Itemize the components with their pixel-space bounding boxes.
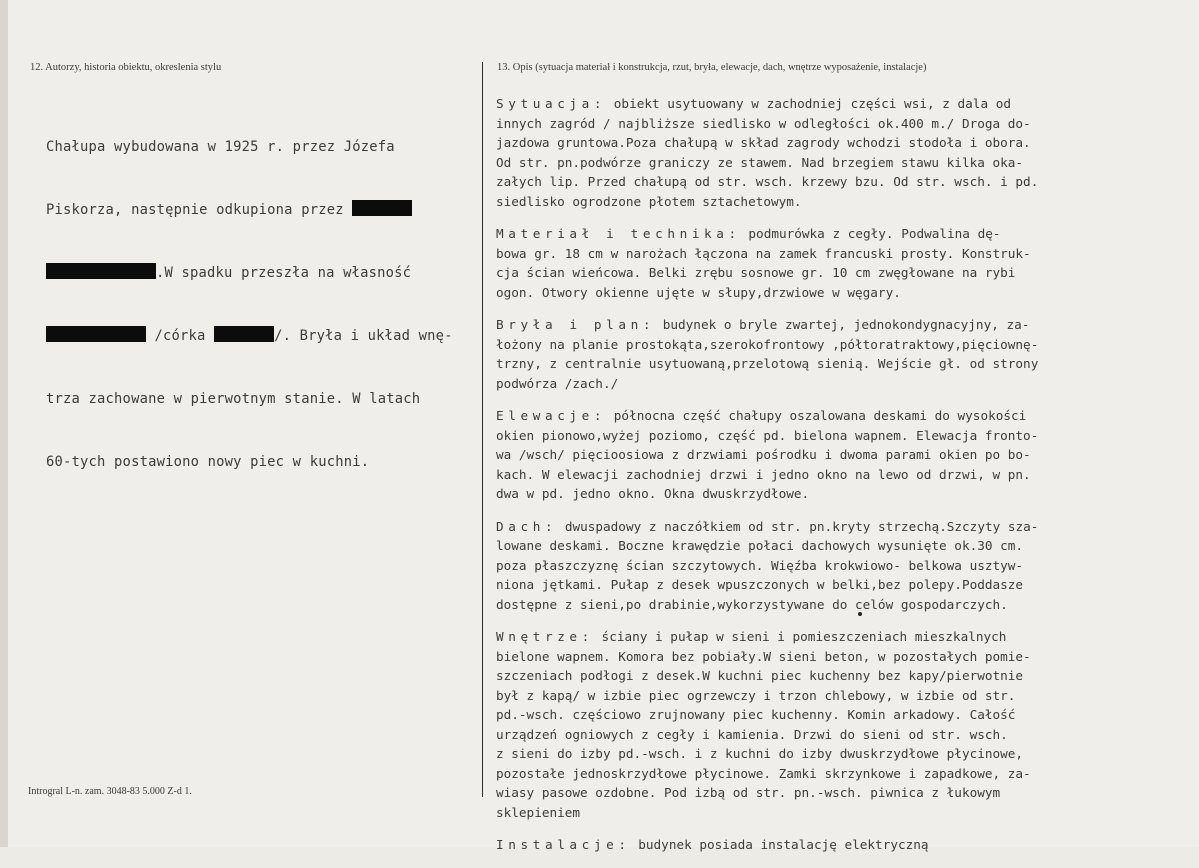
description-line-text: lowane deskami. Boczne krawędzie połaci dachowych wysunięte ok.30 cm. <box>496 538 1024 553</box>
redaction-block <box>46 263 156 279</box>
description-line <box>496 517 1038 537</box>
description-line <box>496 283 1038 303</box>
description-line <box>496 172 1038 192</box>
left-column-header: 12. Autorzy, historia obiektu, okreslenia stylu <box>30 62 222 73</box>
description-line-text: kach. W elewacji zachodniej drzwi i jedno okno na lewo od drzwi, w pn. <box>496 466 1031 482</box>
description-line-text: poza płaszczyznę ścian szczytowych. Więźba krokwiowo- belkowa usztyw- <box>496 557 1024 573</box>
description-line <box>496 315 1038 335</box>
description-line-text: pd.-wsch. częściowo zrujnowany piec kuchenny. Komin arkadowy. Całość <box>496 707 1016 722</box>
description-line <box>496 406 1038 426</box>
description-line-text: podmurówka z cegły. Podwalina dę- <box>740 226 1001 241</box>
description-line <box>496 445 1038 465</box>
description-line <box>496 374 1038 394</box>
ink-dot <box>858 612 862 616</box>
description-line-text: Od str. pn.podwórze graniczy ze stawem. Nad brzegiem stawu kilka oka- <box>496 154 1024 170</box>
description-line-text: północna część chałupy oszalowana deskami do wysokości <box>606 408 1027 423</box>
description-line <box>496 465 1038 485</box>
description-line-text: szczeniach podłogi z desek.W kuchni piec kuchenny bez kapy/pierwotnie <box>496 668 1024 683</box>
history-line-text: /córka <box>146 328 215 344</box>
description-line <box>496 263 1038 283</box>
history-line: 60-tych postawiono nowy piec w kuchni. <box>46 454 370 470</box>
description-line-text: ogon. Otwory okienne ujęte w słupy,drzwiowe w węgary. <box>496 284 901 300</box>
description-line <box>496 686 1038 706</box>
history-line <box>46 263 453 284</box>
description-line <box>496 764 1038 784</box>
section-heading: Sytuacja: <box>496 96 607 111</box>
description-line <box>496 354 1038 374</box>
description-line-text: niona jętkami. Pułap z desek wpuszczonych w belki,bez polepy.Poddasze <box>496 577 1024 592</box>
description-line <box>496 153 1038 173</box>
description-line-text: dostępne z sieni,po drabinie,wykorzystywane do celów gospodarczych. <box>496 596 1008 612</box>
description-section <box>496 835 1038 855</box>
description-line-text: dwuspadowy z naczółkiem od str. pn.kryty strzechą.Szczyty sza- <box>557 518 1039 534</box>
description-line-text: pozostałe jednoskrzydłowe płycinowe. Zamki skrzynkowe i zapadkowe, za- <box>496 765 1031 781</box>
description-line-text: podwórza /zach./ <box>496 375 619 391</box>
description-line <box>496 114 1038 134</box>
section-heading: Materiał i technika: <box>496 226 741 241</box>
description-section <box>496 224 1038 302</box>
print-footer: Introgral L-n. zam. 3048-83 5.000 Z-d 1. <box>28 786 192 797</box>
description-section <box>496 517 1038 615</box>
description-line-text: cja ścian wieńcowa. Belki zrębu sosnowe gr. 10 cm zwęgłowane na rybi <box>496 265 1016 280</box>
description-line-text: okien pionowo,wyżej poziomo, część pd. bielona wapnem. Elewacja fronto- <box>496 427 1039 443</box>
history-line-text: /. Bryła i układ wnę- <box>274 328 453 344</box>
description-line-text: budynek o bryle zwartej, jednokondygnacyjny, za- <box>655 317 1030 332</box>
description-line-text: był z kapą/ w izbie piec ogrzewczy i trzon chlebowy, w izbie od str. <box>496 687 1016 703</box>
history-line-text: Piskorza, następnie odkupiona przez <box>46 202 353 218</box>
description-line <box>496 744 1038 764</box>
redaction-block <box>214 326 274 342</box>
description-line <box>496 192 1038 212</box>
description-line <box>496 783 1038 803</box>
description-line <box>496 536 1038 556</box>
description-section <box>496 406 1038 504</box>
history-line-text: .W spadku przeszła na własność <box>156 265 412 281</box>
description-line <box>496 224 1038 244</box>
description-line <box>496 666 1038 686</box>
description-line <box>496 575 1038 595</box>
description-line-text: wiasy pasowe ozdobne. Pod izbą od str. pn.-wsch. piwnica z łukowym <box>496 785 1001 800</box>
description-line-text: innych zagród / najbliższe siedlisko w odległości ok.400 m./ Droga do- <box>496 115 1031 131</box>
description-text <box>496 94 1038 868</box>
description-line <box>496 133 1038 153</box>
description-line-text: wa /wsch/ pięcioosiowa z drzwiami pośrodku i dwoma parami okien po bo- <box>496 447 1031 462</box>
description-line-text: urządzeń ogniowych z cegły i kamienia. Drzwi do sieni od str. wsch. <box>496 726 1008 742</box>
description-line <box>496 725 1038 745</box>
description-line-text: trzny, z centralnie usytuowaną,przelotową sienią. Wejście gł. od strony <box>496 356 1039 371</box>
description-line-text: bielone wapnem. Komora bez pobiały.W sieni beton, w pozostałych pomie- <box>496 648 1031 664</box>
description-line <box>496 556 1038 576</box>
description-line <box>496 426 1038 446</box>
description-section <box>496 94 1038 211</box>
description-line-text: obiekt usytuowany w zachodniej części wsi, z dala od <box>606 96 1011 111</box>
description-section <box>496 627 1038 822</box>
description-line <box>496 647 1038 667</box>
history-line <box>46 200 453 221</box>
description-line <box>496 335 1038 355</box>
description-line <box>496 244 1038 264</box>
right-column-header: 13. Opis (sytuacja materiał i konstrukcja, rzut, bryła, elewacje, dach, wnętrze wyposażenie, instalacje) <box>497 62 927 73</box>
description-line-text: łożony na planie prostokąta,szerokofrontowy ,półtoratraktowy,pięciownę- <box>496 336 1039 352</box>
description-line-text: z sieni do izby pd.-wsch. i z kuchni do izby dwuskrzydłowe płycinowe, <box>496 746 1024 761</box>
description-line <box>496 484 1038 504</box>
description-line-text: budynek posiada instalację elektryczną <box>630 837 929 852</box>
description-line-text: bowa gr. 18 cm w narożach łączona na zamek francuski prosty. Konstruk- <box>496 245 1031 261</box>
redaction-block <box>352 200 412 216</box>
description-line <box>496 627 1038 647</box>
description-line-text: załych lip. Przed chałupą od str. wsch. krzewy bzu. Od str. wsch. i pd. <box>496 174 1039 189</box>
history-line: trza zachowane w pierwotnym stanie. W latach <box>46 391 421 407</box>
description-line-text: jazdowa gruntowa.Poza chałupą w skład zagrody wchodzi stodoła i obora. <box>496 135 1031 150</box>
description-line <box>496 705 1038 725</box>
column-divider <box>482 62 483 797</box>
history-text <box>46 95 453 494</box>
redaction-block <box>46 326 146 342</box>
description-line-text: siedlisko ogrodzone płotem sztachetowym. <box>496 193 802 209</box>
description-line-text: sklepieniem <box>496 804 581 820</box>
history-line <box>46 326 453 347</box>
section-heading: Instalacje: <box>496 837 631 852</box>
description-section <box>496 315 1038 393</box>
section-heading: Dach: <box>496 518 558 534</box>
description-line <box>496 94 1038 114</box>
description-line <box>496 595 1038 615</box>
description-line-text: dwa w pd. jedno okno. Okna dwuskrzydłowe. <box>496 486 810 501</box>
history-line: Chałupa wybudowana w 1925 r. przez Józefa <box>46 139 395 155</box>
section-heading: Elewacje: <box>496 408 607 423</box>
section-heading: Bryła i plan: <box>496 317 656 332</box>
section-heading: Wnętrze: <box>496 629 594 644</box>
description-line-text: ściany i pułap w sieni i pomieszczeniach mieszkalnych <box>593 629 1007 644</box>
description-line <box>496 835 1038 855</box>
description-line <box>496 803 1038 823</box>
